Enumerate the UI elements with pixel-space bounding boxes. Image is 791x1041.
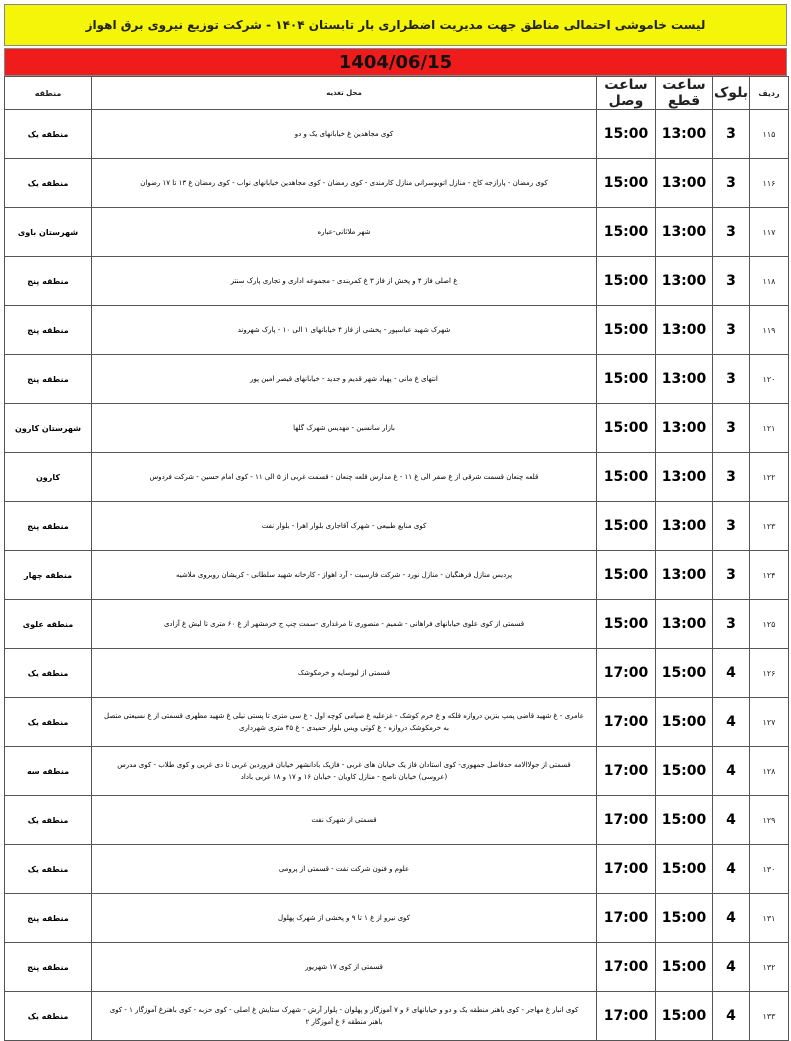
region-name: منطقه یک — [5, 698, 92, 747]
row-number: ۱۳۳ — [750, 992, 789, 1041]
table-row — [5, 894, 789, 943]
col-header-connect-time: ساعت وصل — [597, 77, 656, 110]
cut-time: 15:00 — [656, 845, 713, 894]
feed-area: کوی منابع طبیعی - شهرک آقاجاری بلوار اهرا - بلوار نفت — [92, 502, 597, 551]
cut-time: 13:00 — [656, 257, 713, 306]
col-header-block: بلوک — [713, 77, 750, 110]
feed-area: قلعه چنعان قسمت شرقی از غ صفر الی غ ۱۱ - غ مدارس قلعه چنعان - قسمت غربی از ۵ الی ۱۱ - کوی امام حسین - شرکت فردوس — [92, 453, 597, 502]
region-name: منطقه یک — [5, 796, 92, 845]
row-number: ۱۱۸ — [750, 257, 789, 306]
connect-time: 15:00 — [597, 159, 656, 208]
block-number: 4 — [713, 649, 750, 698]
region-name: منطقه پنج — [5, 355, 92, 404]
region-name: کارون — [5, 453, 92, 502]
connect-time: 15:00 — [597, 502, 656, 551]
region-name: منطقه پنج — [5, 306, 92, 355]
table-header-row — [5, 77, 789, 110]
page-title: لیست خاموشی احتمالی مناطق جهت مدیریت اضطراری بار تابستان ۱۴۰۴ - شرکت توزیع نیروی برق اهواز — [4, 4, 787, 46]
outage-table — [4, 76, 789, 1041]
cut-time: 15:00 — [656, 747, 713, 796]
region-name: منطقه یک — [5, 845, 92, 894]
table-row — [5, 796, 789, 845]
row-number: ۱۲۸ — [750, 747, 789, 796]
cut-time: 13:00 — [656, 355, 713, 404]
block-number: 3 — [713, 110, 750, 159]
block-number: 4 — [713, 796, 750, 845]
table-row — [5, 649, 789, 698]
connect-time: 15:00 — [597, 306, 656, 355]
row-number: ۱۱۶ — [750, 159, 789, 208]
row-number: ۱۲۱ — [750, 404, 789, 453]
cut-time: 13:00 — [656, 404, 713, 453]
feed-area: کوی مجاهدین غ خیابانهای یک و دو — [92, 110, 597, 159]
block-number: 3 — [713, 159, 750, 208]
row-number: ۱۲۰ — [750, 355, 789, 404]
feed-area: کوی رمضان - پارازجه کاج - منازل اتوبوسرانی منازل کارمندی - کوی رمضان - کوی مجاهدین خیابانهای نواب - کوی رمضان غ ۱۳ تا ۱۷ رضوان — [92, 159, 597, 208]
row-number: ۱۱۹ — [750, 306, 789, 355]
col-header-area: محل تغذیه — [92, 77, 597, 110]
region-name: شهرستان کارون — [5, 404, 92, 453]
feed-area: بازار سانسین - مهدیس شهرک گلها — [92, 404, 597, 453]
cut-time: 13:00 — [656, 600, 713, 649]
row-number: ۱۲۶ — [750, 649, 789, 698]
feed-area: پردیس منازل فرهنگیان - منازل نورد - شرکت فارسیت - آرد اهواز - کارخانه شهید سلطانی - کریشان روبروی ملاشیه — [92, 551, 597, 600]
feed-area: قسمتی از کوی علوی خیابانهای فراهانی - شمیم - منصوری تا مرغداری -سمت چپ ج خرمشهر از غ ۶۰ متری تا لیش غ آزادی — [92, 600, 597, 649]
connect-time: 17:00 — [597, 943, 656, 992]
cut-time: 13:00 — [656, 502, 713, 551]
row-number: ۱۲۵ — [750, 600, 789, 649]
table-row — [5, 698, 789, 747]
block-number: 4 — [713, 894, 750, 943]
cut-time: 13:00 — [656, 159, 713, 208]
table-row — [5, 845, 789, 894]
row-number: ۱۳۲ — [750, 943, 789, 992]
region-name: منطقه چهار — [5, 551, 92, 600]
row-number: ۱۲۹ — [750, 796, 789, 845]
region-name: شهرستان باوی — [5, 208, 92, 257]
block-number: 3 — [713, 404, 750, 453]
connect-time: 17:00 — [597, 747, 656, 796]
connect-time: 17:00 — [597, 845, 656, 894]
region-name: منطقه یک — [5, 992, 92, 1041]
table-row — [5, 257, 789, 306]
feed-area: کوی نیرو از غ ۱ تا ۹ و پخشی از شهرک پهلول — [92, 894, 597, 943]
feed-area: شهر ملاثانی-عباره — [92, 208, 597, 257]
row-number: ۱۳۱ — [750, 894, 789, 943]
block-number: 3 — [713, 355, 750, 404]
cut-time: 13:00 — [656, 306, 713, 355]
cut-time: 13:00 — [656, 551, 713, 600]
block-number: 3 — [713, 453, 750, 502]
row-number: ۱۲۳ — [750, 502, 789, 551]
block-number: 3 — [713, 306, 750, 355]
row-number: ۱۱۷ — [750, 208, 789, 257]
block-number: 4 — [713, 845, 750, 894]
table-row — [5, 747, 789, 796]
cut-time: 15:00 — [656, 796, 713, 845]
col-header-cut-time: ساعت قطع — [656, 77, 713, 110]
connect-time: 17:00 — [597, 992, 656, 1041]
feed-area: قسمتی از شهرک نفت — [92, 796, 597, 845]
connect-time: 15:00 — [597, 257, 656, 306]
cut-time: 13:00 — [656, 208, 713, 257]
region-name: منطقه یک — [5, 159, 92, 208]
block-number: 3 — [713, 600, 750, 649]
region-name: منطقه پنج — [5, 943, 92, 992]
cut-time: 13:00 — [656, 453, 713, 502]
region-name: منطقه پنج — [5, 894, 92, 943]
block-number: 3 — [713, 502, 750, 551]
row-number: ۱۳۰ — [750, 845, 789, 894]
table-body — [5, 110, 789, 1041]
cut-time: 15:00 — [656, 649, 713, 698]
region-name: منطقه پنج — [5, 257, 92, 306]
block-number: 3 — [713, 257, 750, 306]
block-number: 3 — [713, 208, 750, 257]
feed-area: شهرک شهید عباسپور - پخشی از فاز ۴ خیابانهای ۱ الی ۱۰ - پارک شهروند — [92, 306, 597, 355]
table-row — [5, 110, 789, 159]
table-row — [5, 159, 789, 208]
feed-area: انتهای غ مانی - پهباد شهر قدیم و جدید - خیابانهای قیصر امین پور — [92, 355, 597, 404]
block-number: 4 — [713, 943, 750, 992]
connect-time: 15:00 — [597, 551, 656, 600]
connect-time: 15:00 — [597, 404, 656, 453]
connect-time: 15:00 — [597, 453, 656, 502]
row-number: ۱۱۵ — [750, 110, 789, 159]
table-row — [5, 453, 789, 502]
cut-time: 15:00 — [656, 992, 713, 1041]
table-row — [5, 306, 789, 355]
feed-area: قسمتی از جولاالامه حدفاصل جمهوری- کوی استادان فاز یک خیابان های غربی - فازیک بادانشهر خیابان فروردین غربی تا دی غربی و کوی طلاب - کوی مدرس (عروسی) خیابان ناصح - منازل کاویان - خیابان ۱۶ و ۱۷ و ۱۸ غربی باداد — [92, 747, 597, 796]
table-row — [5, 355, 789, 404]
table-row — [5, 943, 789, 992]
block-number: 4 — [713, 992, 750, 1041]
row-number: ۱۲۲ — [750, 453, 789, 502]
row-number: ۱۲۷ — [750, 698, 789, 747]
cut-time: 15:00 — [656, 943, 713, 992]
date-banner: 1404/06/15 — [4, 48, 787, 76]
region-name: منطقه یک — [5, 110, 92, 159]
region-name: منطقه علوی — [5, 600, 92, 649]
row-number: ۱۲۴ — [750, 551, 789, 600]
feed-area: علوم و فنون شرکت نفت - قسمتی از پرومی — [92, 845, 597, 894]
col-header-row: ردیف — [750, 77, 789, 110]
table-row — [5, 992, 789, 1041]
feed-area: قسمتی از کوی ۱۷ شهریور — [92, 943, 597, 992]
feed-area: غ اصلی فاز ۴ و پخش از فاز ۳ غ کمربندی - مجموعه اداری و تجاری پارک سنتر — [92, 257, 597, 306]
table-row — [5, 208, 789, 257]
block-number: 4 — [713, 747, 750, 796]
connect-time: 15:00 — [597, 208, 656, 257]
connect-time: 15:00 — [597, 355, 656, 404]
region-name: منطقه پنج — [5, 502, 92, 551]
table-row — [5, 502, 789, 551]
region-name: منطقه سه — [5, 747, 92, 796]
block-number: 4 — [713, 698, 750, 747]
block-number: 3 — [713, 551, 750, 600]
table-row — [5, 404, 789, 453]
cut-time: 15:00 — [656, 894, 713, 943]
cut-time: 13:00 — [656, 110, 713, 159]
table-row — [5, 551, 789, 600]
connect-time: 15:00 — [597, 600, 656, 649]
connect-time: 15:00 — [597, 110, 656, 159]
feed-area: قسمتی از لیوسایه و خرمکوشک — [92, 649, 597, 698]
feed-area: عامری - غ شهید قاضی پمپ بنزین دروازه فلکه و غ خرم کوشک - غزعلیه غ صیامی کوچه اول - غ سی متری تا پستی نیلی غ شهید مطهری قسمتی از غ نسیعتی متصل به خرمکوشک دروازه - غ کوثی ویس بلوار حمیدی - غ ۴۵ متری شهرداری — [92, 698, 597, 747]
connect-time: 17:00 — [597, 698, 656, 747]
connect-time: 17:00 — [597, 894, 656, 943]
col-header-region: منطقه — [5, 77, 92, 110]
connect-time: 17:00 — [597, 796, 656, 845]
cut-time: 15:00 — [656, 698, 713, 747]
region-name: منطقه یک — [5, 649, 92, 698]
feed-area: کوی انبار غ مهاجر - کوی باهنر منطقه یک و دو و خیابانهای ۶ و ۷ آموزگار و پهلوان - پلوار آرش - شهرک ستایش غ اصلی - کوی حزبه - کوی باهنرغ آموزگار ۱ - کوی باهنر منطقه ۶ غ آموزگار ۲ — [92, 992, 597, 1041]
connect-time: 17:00 — [597, 649, 656, 698]
table-row — [5, 600, 789, 649]
